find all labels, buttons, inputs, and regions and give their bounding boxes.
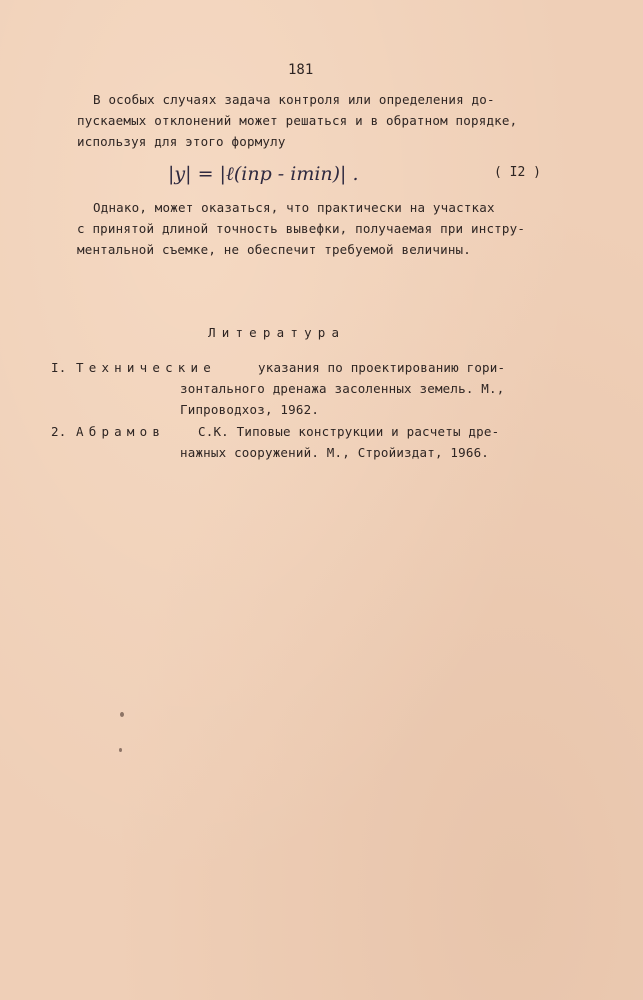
reference-line: Гипроводхоз, 1962. <box>180 402 320 417</box>
reference-line: С.К. Типовые конструкции и расчеты дре- <box>198 424 500 439</box>
reference-line: нажных сооружений. М., Стройиздат, 1966. <box>180 445 490 460</box>
paragraph-line: пускаемых отклонений может решаться и в обратном порядке, <box>77 113 518 128</box>
paragraph-line: с принятой длиной точность вывефки, получаемая при инстру- <box>77 221 526 236</box>
reference-number: 2. <box>51 424 67 439</box>
paragraph-line: Однако, может оказаться, что практически на участках <box>93 200 495 215</box>
paragraph-line: используя для этого формулу <box>77 134 286 149</box>
page-number: 181 <box>288 62 314 78</box>
formula-number: ( I2 ) <box>494 165 541 180</box>
formula: |y| = |ℓ(iпр - imin)| . <box>168 163 359 185</box>
references-title: Литература <box>208 325 346 340</box>
reference-line: указания по проектированию гори- <box>258 360 506 375</box>
reference-author: Абрамов <box>76 424 166 439</box>
reference-line: зонтального дренажа засоленных земель. М., <box>180 381 505 396</box>
paragraph-line: ментальной съемке, не обеспечит требуемой величины. <box>77 242 472 257</box>
reference-number: I. <box>51 360 67 375</box>
reference-author: Технические <box>76 360 216 375</box>
paragraph-line: В особых случаях задача контроля или определения до- <box>93 92 495 107</box>
ink-spot <box>119 748 122 752</box>
ink-spot <box>120 712 124 717</box>
